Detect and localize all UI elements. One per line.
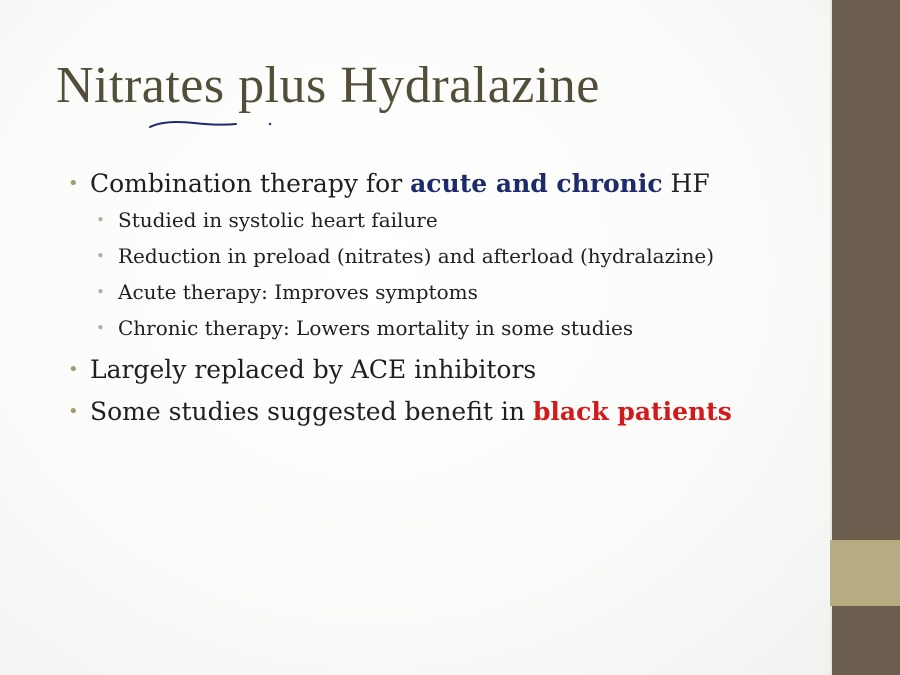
bullet-emphasis-black-patients: black patients xyxy=(532,397,732,426)
sub-bullet-text: Reduction in preload (nitrates) and afterload (hydralazine) xyxy=(118,244,715,268)
bullet-marker: • xyxy=(68,401,79,422)
sub-bullet-text: Chronic therapy: Lowers mortality in some studies xyxy=(118,316,634,340)
handwritten-underline-mark xyxy=(148,118,278,132)
sub-bullet-chronic-therapy xyxy=(68,310,818,346)
sub-bullet-text: Acute therapy: Improves symptoms xyxy=(118,280,478,304)
bullet-marker: • xyxy=(68,173,79,194)
bullet-black-patients xyxy=(68,394,818,430)
bullet-ace-inhibitors xyxy=(68,352,818,388)
slide-content xyxy=(68,166,818,430)
bullet-combination-therapy xyxy=(68,166,818,202)
decorative-sidebar xyxy=(830,0,900,675)
bullet-text: Largely replaced by ACE inhibitors xyxy=(90,355,537,384)
sub-bullet-text: Studied in systolic heart failure xyxy=(118,208,438,232)
bullet-text: Combination therapy for xyxy=(90,169,411,198)
sub-bullet-marker: • xyxy=(96,211,105,229)
sub-bullet-acute-therapy xyxy=(68,274,818,310)
bullet-text-suffix: HF xyxy=(662,169,710,198)
sub-bullet-marker: • xyxy=(96,319,105,337)
sub-bullet-marker: • xyxy=(96,283,105,301)
sub-bullet-marker: • xyxy=(96,247,105,265)
bullet-text: Some studies suggested benefit in xyxy=(90,397,533,426)
sidebar-accent-block xyxy=(830,540,900,606)
bullet-emphasis-acute-chronic: acute and chronic xyxy=(410,169,663,198)
bullet-marker: • xyxy=(68,359,79,380)
sub-bullet-systolic xyxy=(68,202,818,238)
sub-bullet-preload-afterload xyxy=(68,238,818,274)
slide-title: Nitrates plus Hydralazine xyxy=(56,57,600,114)
